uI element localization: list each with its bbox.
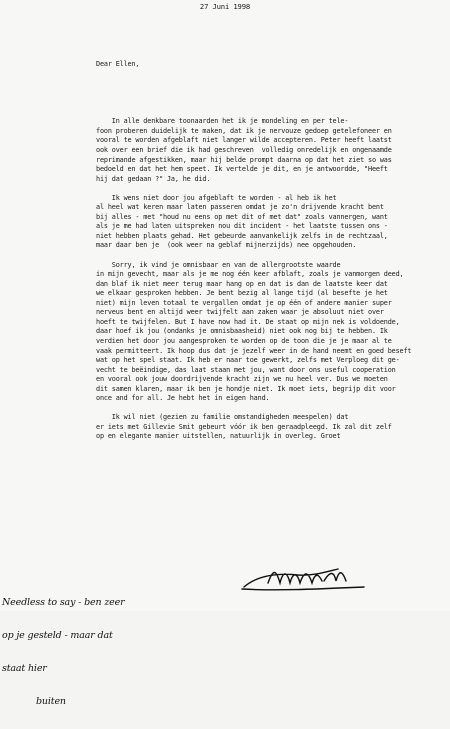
- paragraph-line: vecht te beëindige, das laat staan met jou, want door ons useful cooperation: [96, 365, 396, 374]
- paragraph-line: op en elegante manier uitstellen, natuurlijk in overleg. Groet: [96, 432, 341, 441]
- paragraph-line: niet hebben plaats gehad. Het gebeurde aanvankelijk zelfs in de rechtzaal,: [96, 231, 388, 240]
- paragraph-line: ook over een brief die ik had geschreven volledig onredelijk en ongenaamde: [96, 146, 392, 155]
- paragraph: [96, 413, 448, 442]
- paragraph-line: verdien het door jou aangesproken te worden op de toon die je je maar al te: [96, 336, 392, 345]
- paragraph-line: vaak permitteert. Ik hoop dus dat je jezelf weer in de hand neemt en goed beseft: [96, 346, 412, 355]
- paragraph-line: bij alles - met "houd nu eens op met dit of met dat" zoals vannergen, want: [96, 212, 388, 221]
- paragraph-line: vooral te worden afgeblaft niet langer wilde accepteren. Peter heeft laatst: [96, 136, 392, 145]
- paragraph-line: Ik wil niet (gezien zu familie omstandigheden meespelen) dat: [96, 413, 349, 422]
- paragraph-line: en vooral ook jouw doordrijvende kracht zijn we nu heel ver. Dus we moeten: [96, 375, 388, 384]
- paragraph-line: wat op het spel staat. Ik heb er naar toe gewerkt, zelfs met Verploeg dit ge-: [96, 356, 400, 365]
- paragraph-line: we elkaar gesproken hebben. Je bent bezig al lange tijd (al besefte je het: [96, 289, 388, 298]
- salutation: Dear Ellen,: [96, 60, 140, 69]
- handwritten-line: Needless to say - ben zeer: [2, 597, 125, 608]
- paragraph-line: dan blaf ik niet meer terug maar hang op en dat is dan de laatste keer dat: [96, 279, 388, 288]
- paragraph-line: bedoeld en dat het hem speet. Ik vertelde je dit, en je antwoordde, "Heeft: [96, 165, 388, 174]
- paragraph-line: Sorry, ik vind je omnisbaar en van de allergrootste waarde: [96, 260, 341, 269]
- letter-date: 27 Juni 1998: [199, 2, 251, 11]
- paragraph-line: hoeft te twijfelen. But I have now had it. De staat op mijn nek is voldoende,: [96, 317, 400, 326]
- paragraph-line: reprimande afgestikken, maar hij belde prompt daarna op dat het ziet so was: [96, 155, 392, 164]
- paragraph-line: hij dat gedaan ?" Ja, he did.: [96, 174, 211, 183]
- paragraph-line: als je me had laten uitspreken nou dit incident - het laatste tussen ons -: [96, 222, 388, 231]
- paragraph: [96, 261, 448, 404]
- paragraph-line: dit samen klaren, maar ik ben je hondje niet. Ik moet iets, begrijp dit voor: [96, 384, 396, 393]
- paragraph-line: foon proberen duidelijk te maken, dat ik je nervouze gedoep getelefoneer en: [96, 126, 392, 135]
- paragraph-line: in mijn gevecht, maar als je me nog één keer afblaft, zoals je vanmorgen deed,: [96, 270, 404, 279]
- paragraph-line: nerveus bent en altijd weer twijfelt aan zaken waar je absoluut niet over: [96, 308, 384, 317]
- paragraph-line: In alle denkbare toonaarden het ik je mondeling en per tele-: [96, 117, 349, 126]
- paragraph-line: al heel wat keren maar laten passeren omdat je zo'n drijvende kracht bent: [96, 203, 384, 212]
- paragraph-line: once and for all. Je hebt het in eigen hand.: [96, 394, 270, 403]
- paragraph-line: maar daar ben je (ook weer na geblaf mijnerzijds) nee opgehouden.: [96, 241, 357, 250]
- paragraph-line: Ik wens niet door jou afgeblaft te worden - al heb ik het: [96, 193, 337, 202]
- handwritten-line: buiten: [36, 696, 66, 707]
- handwritten-line: staat hier: [2, 663, 47, 674]
- letter-body: [96, 41, 448, 461]
- paragraph-line: daar hoef ik jou (ondanks je omnisbaasheid) niet ook nog bij te hebben. Ik: [96, 327, 388, 336]
- paragraph: [96, 117, 448, 184]
- paragraph-line: niet) mijn leven totaal te vergallen omdat je op één of andere manier super: [96, 298, 392, 307]
- paragraph-line: er iets met Gillevie Smit gebeurt vóór ik ben geraadpleegd. Ik zal dit zelf: [96, 422, 392, 431]
- paragraph: [96, 194, 448, 251]
- handwritten-line: op je gesteld - maar dat: [2, 630, 113, 641]
- letter-paragraphs: [96, 117, 448, 442]
- handwritten-note: [2, 575, 125, 729]
- handwritten-signature: [238, 565, 368, 595]
